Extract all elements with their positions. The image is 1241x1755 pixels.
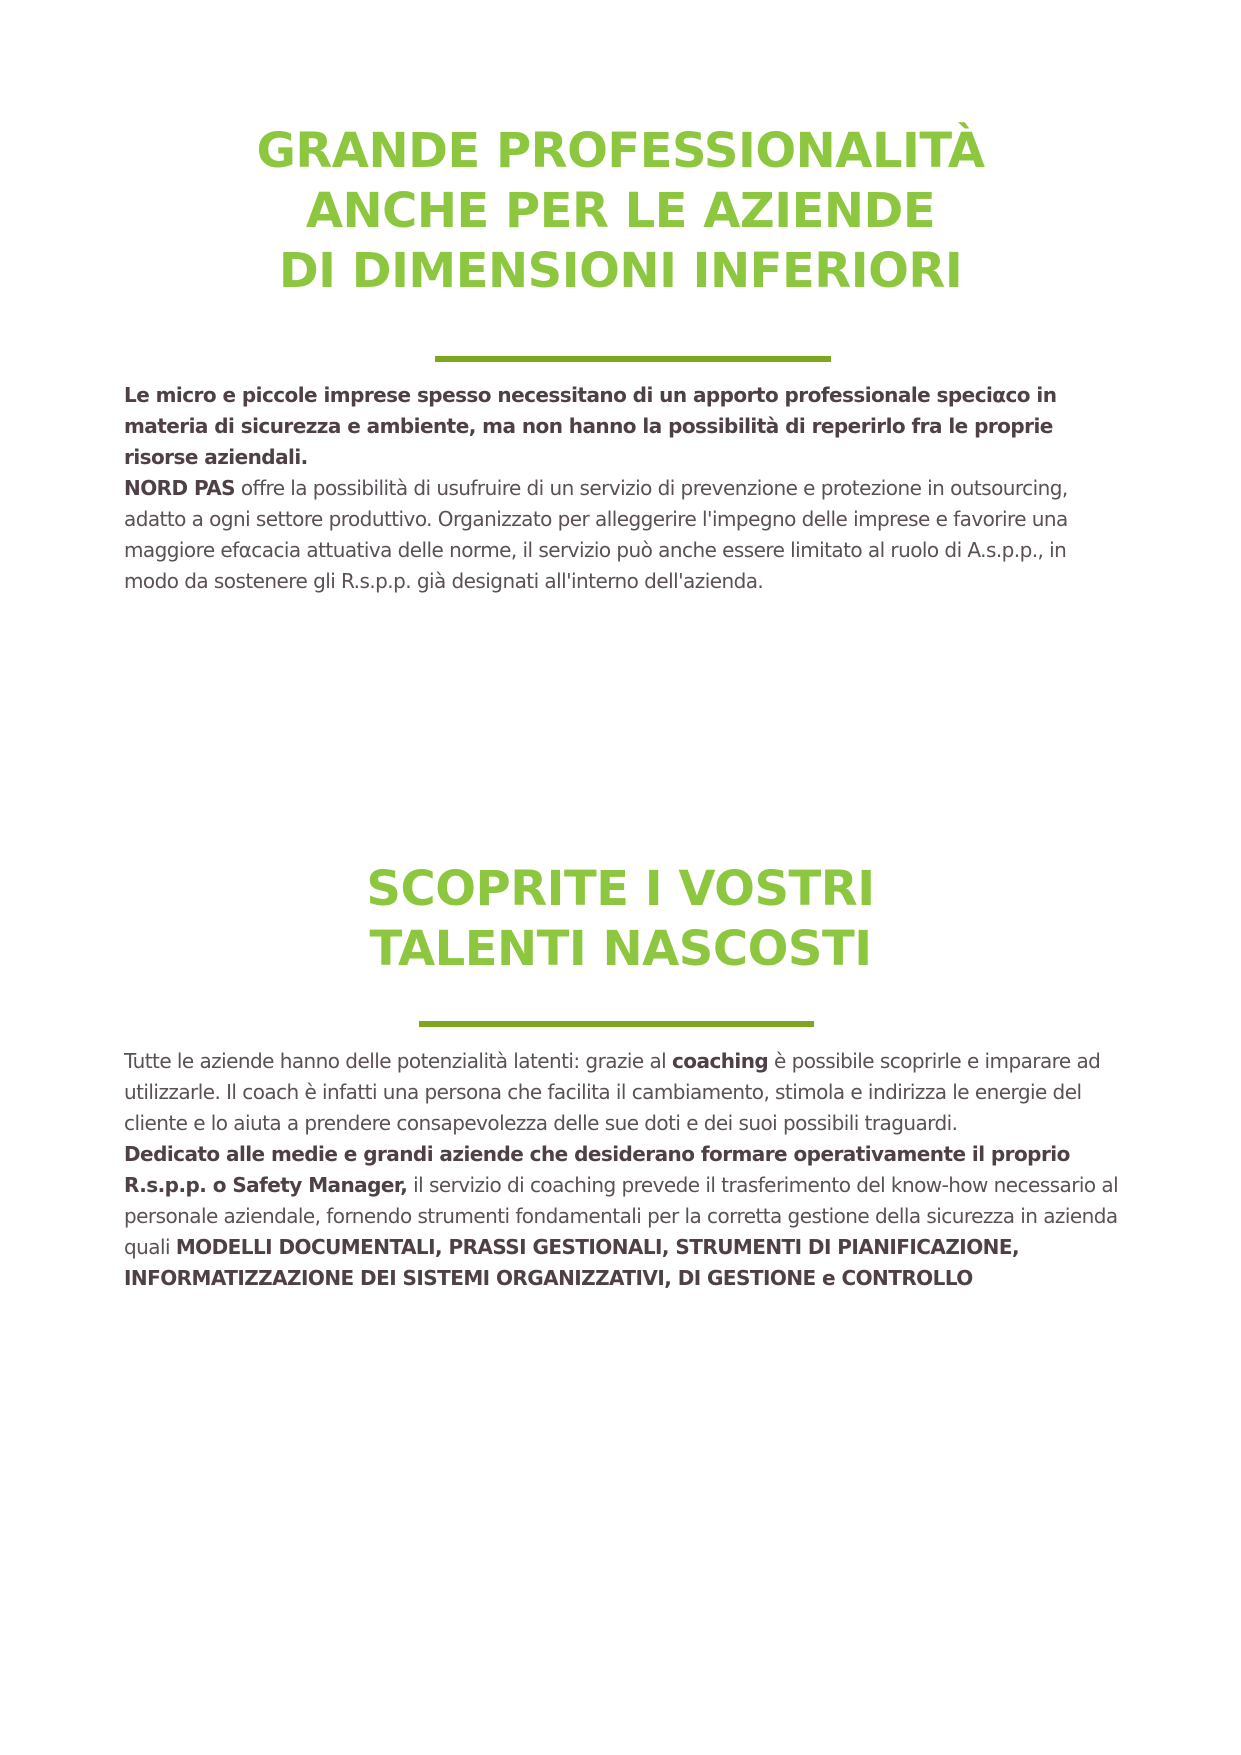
section1-intro: [124, 380, 1124, 473]
section2-title-line-1: SCOPRITE I VOSTRI: [366, 861, 875, 917]
section2-paragraph-1: [124, 1046, 1124, 1139]
section2-divider: [419, 1021, 814, 1027]
section1-title: [0, 121, 1241, 301]
section2-p1-end: è possibile scoprirle e imparare ad utilizzarle. Il coach è infatti una persona che facilita il cambiamento, stimola e indirizza le energie del cliente e lo aiuta a prendere consapevolezza delle sue doti e dei suoi possibili traguardi.: [124, 1049, 1101, 1135]
section2-paragraph-2: [124, 1139, 1124, 1294]
section2-p2-bold-end: MODELLI DOCUMENTALI, PRASSI GESTIONALI, STRUMENTI DI PIANIFICAZIONE, INFORMATIZZAZIONE DEI SISTEMI ORGANIZZATIVI, DI GESTIONE e CONTROLLO: [124, 1235, 1019, 1290]
section1-title-line-2: ANCHE PER LE AZIENDE: [305, 183, 936, 239]
section1-title-line-3: DI DIMENSIONI INFERIORI: [278, 243, 963, 299]
section1-divider: [435, 356, 831, 362]
company-name: NORD PAS: [124, 476, 236, 500]
section2-title-line-2: TALENTI NASCOSTI: [369, 921, 872, 977]
section2-body: [124, 1046, 1124, 1294]
section2-title: [0, 859, 1241, 979]
section1-paragraph: [124, 473, 1124, 597]
section2-p1-start: Tutte le aziende hanno delle potenzialità latenti: grazie al: [124, 1049, 672, 1073]
coaching-keyword: coaching: [672, 1049, 769, 1073]
section2-p2-mid: il servizio di coaching prevede il trasferimento del know-how necessario al personale aziendale, fornendo strumenti fondamentali per la corretta gestione della sicurezza in azienda quali: [124, 1173, 1119, 1259]
section1-body: [124, 380, 1124, 597]
section1-intro-bold: Le micro e piccole imprese spesso necessitano di un apporto professionale speciαco in materia di sicurezza e ambiente, ma non hanno la possibilità di reperirlo fra le proprie risorse aziendali.: [124, 383, 1057, 469]
section2-p2-bold: Dedicato alle medie e grandi aziende che desiderano formare operativamente il proprio R.s.p.p. o Safety Manager,: [124, 1142, 1070, 1197]
section1-paragraph-text: offre la possibilità di usufruire di un servizio di prevenzione e protezione in outsourcing, adatto a ogni settore produttivo. Organizzato per alleggerire l'impegno delle imprese e favorire una maggiore efαcacia attuativa delle norme, il servizio può anche essere limitato al ruolo di A.s.p.p., in modo da sostenere gli R.s.p.p. già designati all'interno dell'azienda.: [124, 476, 1068, 593]
section1-title-line-1: GRANDE PROFESSIONALITÀ: [256, 123, 985, 179]
